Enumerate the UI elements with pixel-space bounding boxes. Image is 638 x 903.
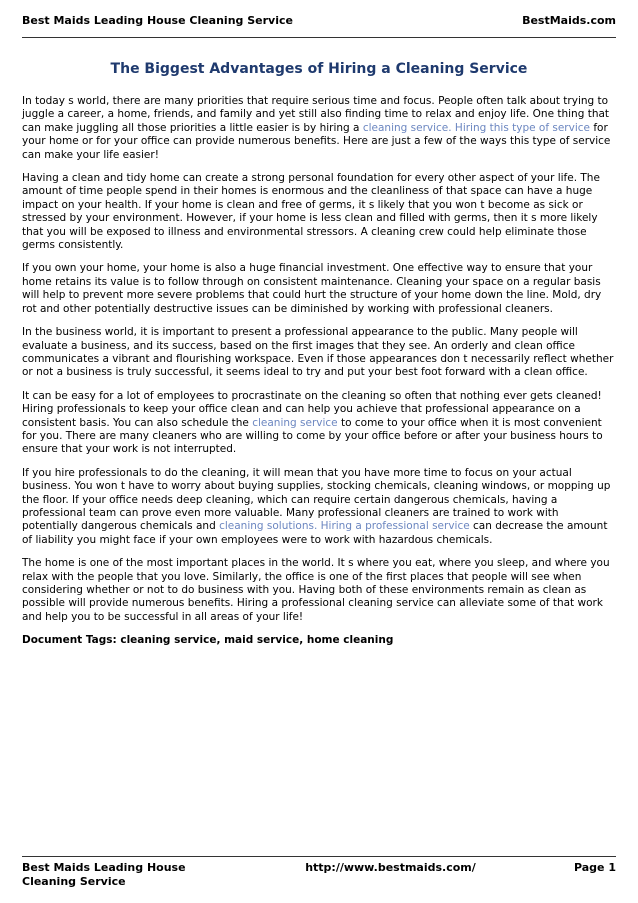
paragraph-6 xyxy=(22,467,616,547)
document-body xyxy=(22,95,616,658)
header-site-name: Best Maids Leading House Cleaning Service xyxy=(22,14,293,27)
paragraph-7: The home is one of the most important places in the world. It s where you eat, where you sleep, and where you relax with the people that you love. Similarly, the office is one of the first places that people will see when considering whether or not to do business with you. Having both of these environments remain as clean as possible will provide numerous benefits. Hiring a professional cleaning service can alleviate some of that work and help you to be successful in all areas of your life! xyxy=(22,557,610,623)
document-title: The Biggest Advantages of Hiring a Cleaning Service xyxy=(110,61,528,77)
page-footer xyxy=(22,861,616,889)
paragraph-1-text-a: In today s world, there are many priorities that require serious time and focus. People often talk about trying to juggle a career, a home, friends, and family and yet still also finding time to relax and enjoy life. One thing that can make juggling all those priorities a little easier is by hiring a xyxy=(22,95,610,134)
cleaning-service-schedule-link[interactable]: cleaning service xyxy=(252,416,338,429)
header-domain: BestMaids.com xyxy=(522,14,616,27)
paragraph-5-text-b: to come to your office when it is most convenient for you. There are many cleaners who are willing to come by your office before or after your business hours to ensure that your work is not interrupted. xyxy=(22,416,603,456)
paragraph-4: In the business world, it is important to present a professional appearance to the public. Many people will evaluate a business, and its success, based on the first images that they see. An orderly and clean office communicates a vibrant and flourishing workspace. Even if those appearances don t necessarily reflect whether or not a business is truly successful, it seems ideal to try and put your best foot forward with a clean office. xyxy=(22,326,614,379)
cleaning-service-link[interactable]: cleaning service. Hiring this type of service xyxy=(362,121,590,134)
header-divider xyxy=(22,37,616,38)
paragraph-6-text-b: can decrease the amount of liability you might face if your own employees were to work with hazardous chemicals. xyxy=(22,520,608,546)
paragraph-2: Having a clean and tidy home can create a strong personal foundation for every other aspect of your life. The amount of time people spend in their homes is enormous and the cleanliness of that space can have a huge impact on your health. If your home is clean and free of germs, it s likely that you won t become as sick or stressed by your environment. However, if your home is less clean and filled with germs, then it s more likely that you will be exposed to illness and environmental stressors. A cleaning crew could help eliminate those germs consistently. xyxy=(22,172,600,252)
document-tags: Document Tags: cleaning service, maid service, home cleaning xyxy=(22,634,394,647)
cleaning-solutions-link[interactable]: cleaning solutions. Hiring a professional service xyxy=(219,520,470,533)
paragraph-5 xyxy=(22,390,616,457)
paragraph-6-text-a: If you hire professionals to do the cleaning, it will mean that you have more time to focus on your actual business. You won t have to worry about buying supplies, stocking chemicals, cleaning windows, or mopping up the floor. If your office needs deep cleaning, which can require certain dangerous chemicals, having a professional team can prove even more valuable. Many professional cleaners are trained to work with potentially dangerous chemicals and xyxy=(22,466,611,533)
paragraph-5-text-a: It can be easy for a lot of employees to procrastinate on the cleaning so often that nothing ever gets cleaned! Hiring professionals to keep your office clean and can help you achieve that professional appearance on a consistent basis. You can also schedule the xyxy=(22,389,602,429)
paragraph-1 xyxy=(22,95,616,162)
footer-page-number: Page 1 xyxy=(573,861,616,874)
page-header xyxy=(22,14,616,27)
footer-site-name: Best Maids Leading House Cleaning Service xyxy=(22,861,186,888)
footer-divider xyxy=(22,856,616,857)
footer-url[interactable]: http://www.bestmaids.com/ xyxy=(305,861,476,874)
paragraph-3: If you own your home, your home is also a huge financial investment. One effective way to ensure that your home retains its value is to follow through on consistent maintenance. Cleaning your space on a regular basis will help to prevent more severe problems that could hurt the structure of your home down the line. Mold, dry rot and other potentially destructive issues can be diminished by working with professional cleaners. xyxy=(22,262,602,315)
paragraph-1-text-b: for your home or for your office can provide numerous benefits. Here are just a few of the ways this type of service can make your life easier! xyxy=(22,121,611,161)
